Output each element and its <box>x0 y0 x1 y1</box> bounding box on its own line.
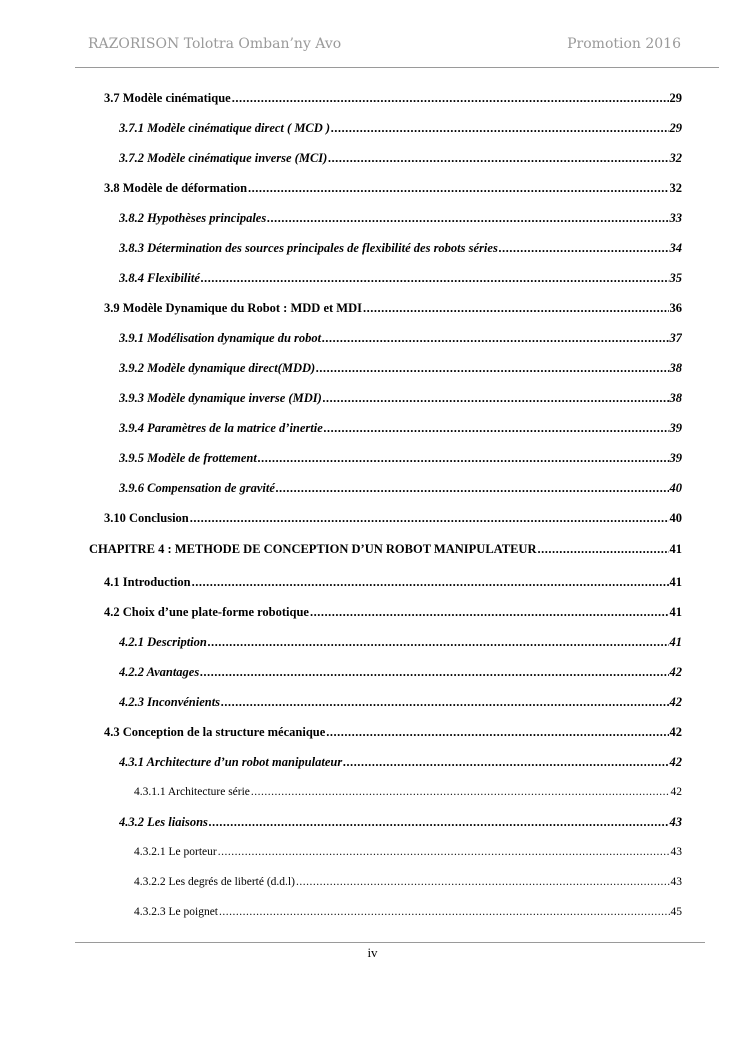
toc-entry-title: 4.3 Conception de la structure mécanique <box>104 725 326 739</box>
toc-entry-title: 4.3.2.3 Le poignet <box>134 906 218 918</box>
toc-entry[interactable] <box>119 360 682 376</box>
toc-entry-title: 3.9.2 Modèle dynamique direct(MDD) <box>119 361 316 375</box>
toc-entry-title: 3.9.4 Paramètres de la matrice d’inertie <box>119 421 323 435</box>
toc-dot-leader <box>363 300 669 316</box>
toc-entry[interactable] <box>104 724 682 740</box>
toc-entry-title: 3.9.6 Compensation de gravité <box>119 481 275 495</box>
toc-entry[interactable] <box>119 120 682 136</box>
toc-entry[interactable] <box>104 180 682 196</box>
toc-dot-leader <box>328 150 668 166</box>
toc-entry[interactable] <box>89 541 682 557</box>
toc-entry[interactable] <box>119 150 682 166</box>
toc-dot-leader <box>310 604 669 620</box>
toc-dot-leader <box>326 724 668 740</box>
toc-entry-page: 42 <box>670 786 682 798</box>
toc-entry[interactable] <box>104 90 682 106</box>
toc-entry-page: 41 <box>669 605 682 619</box>
toc-entry-page: 34 <box>669 241 682 255</box>
toc-entry-title: 3.9.5 Modèle de frottement <box>119 451 257 465</box>
toc-entry-page: 42 <box>669 725 682 739</box>
toc-dot-leader <box>232 90 669 106</box>
toc-entry-page: 37 <box>669 331 682 345</box>
toc-entry-title: CHAPITRE 4 : METHODE DE CONCEPTION D’UN ROBOT MANIPULATEUR <box>89 542 537 556</box>
toc-entry[interactable] <box>119 694 682 710</box>
toc-entry-page: 36 <box>669 301 682 315</box>
toc-dot-leader <box>201 270 669 286</box>
toc-entry[interactable] <box>134 874 682 890</box>
toc-entry[interactable] <box>119 240 682 256</box>
toc-entry-page: 33 <box>669 211 682 225</box>
toc-entry-title: 4.3.2.1 Le porteur <box>134 846 217 858</box>
toc-entry[interactable] <box>119 420 682 436</box>
toc-entry[interactable] <box>119 270 682 286</box>
toc-entry-page: 43 <box>670 876 682 888</box>
toc-entry[interactable] <box>104 604 682 620</box>
toc-dot-leader <box>218 844 670 860</box>
toc-entry[interactable] <box>104 574 682 590</box>
toc-dot-leader <box>331 120 668 136</box>
toc-entry-page: 41 <box>669 635 682 649</box>
toc-dot-leader <box>251 784 670 800</box>
toc-dot-leader <box>322 330 668 346</box>
toc-entry[interactable] <box>104 510 682 526</box>
toc-entry-title: 3.8.3 Détermination des sources principales de flexibilité des robots séries <box>119 241 498 255</box>
toc-entry[interactable] <box>134 904 682 920</box>
running-header-author: RAZORISON Tolotra Omban’ny Avo <box>88 36 342 52</box>
toc-entry-page: 40 <box>669 511 682 525</box>
toc-entry-title: 4.2 Choix d’une plate-forme robotique <box>104 605 309 619</box>
toc-entry[interactable] <box>134 844 682 860</box>
toc-dot-leader <box>324 420 669 436</box>
toc-dot-leader <box>296 874 670 890</box>
toc-dot-leader <box>208 634 669 650</box>
toc-entry-title: 4.3.1 Architecture d’un robot manipulateur <box>119 755 343 769</box>
toc-entry-page: 42 <box>669 695 682 709</box>
toc-entry-title: 4.3.1.1 Architecture série <box>134 786 250 798</box>
toc-entry-title: 3.7 Modèle cinématique <box>104 91 231 105</box>
toc-dot-leader <box>316 360 668 376</box>
toc-dot-leader <box>258 450 669 466</box>
toc-entry-page: 32 <box>669 151 682 165</box>
toc-entry-title: 3.7.2 Modèle cinématique inverse (MCI) <box>119 151 328 165</box>
toc-entry-title: 4.2.2 Avantages <box>119 665 200 679</box>
toc-entry-page: 42 <box>669 665 682 679</box>
toc-entry-title: 4.3.2 Les liaisons <box>119 815 208 829</box>
toc-entry-title: 4.3.2.2 Les degrés de liberté (d.d.l) <box>134 876 295 888</box>
toc-entry[interactable] <box>119 754 682 770</box>
toc-entry-title: 3.9.3 Modèle dynamique inverse (MDI) <box>119 391 322 405</box>
toc-entry-title: 3.10 Conclusion <box>104 511 189 525</box>
footer-rule <box>75 942 705 943</box>
table-of-contents <box>0 86 745 921</box>
toc-entry-page: 29 <box>669 121 682 135</box>
toc-dot-leader <box>343 754 668 770</box>
footer-page-number: iv <box>367 945 378 960</box>
toc-entry-page: 38 <box>669 391 682 405</box>
toc-entry-page: 43 <box>670 846 682 858</box>
toc-dot-leader <box>276 480 669 496</box>
toc-entry[interactable] <box>119 330 682 346</box>
toc-entry-title: 4.2.1 Description <box>119 635 207 649</box>
toc-entry-title: 4.1 Introduction <box>104 575 191 589</box>
toc-entry-page: 41 <box>669 575 682 589</box>
toc-dot-leader <box>209 814 669 830</box>
toc-dot-leader <box>219 904 670 920</box>
toc-entry-page: 41 <box>669 542 682 556</box>
toc-entry-page: 45 <box>670 906 682 918</box>
toc-entry-page: 43 <box>669 815 682 829</box>
toc-entry-page: 38 <box>669 361 682 375</box>
toc-entry[interactable] <box>119 390 682 406</box>
toc-entry[interactable] <box>119 480 682 496</box>
toc-entry[interactable] <box>119 634 682 650</box>
toc-entry[interactable] <box>104 300 682 316</box>
toc-entry[interactable] <box>119 664 682 680</box>
toc-entry[interactable] <box>134 784 682 800</box>
toc-dot-leader <box>200 664 668 680</box>
toc-entry-page: 32 <box>669 181 682 195</box>
toc-entry-page: 40 <box>669 481 682 495</box>
toc-entry-title: 3.7.1 Modèle cinématique direct ( MCD ) <box>119 121 331 135</box>
toc-dot-leader <box>248 180 668 196</box>
toc-entry-title: 3.8.2 Hypothèses principales <box>119 211 267 225</box>
toc-entry-page: 42 <box>669 755 682 769</box>
toc-dot-leader <box>190 510 669 526</box>
toc-entry-page: 29 <box>669 91 682 105</box>
toc-entry-title: 3.9 Modèle Dynamique du Robot : MDD et MDI <box>104 301 362 315</box>
toc-entry-title: 3.9.1 Modélisation dynamique du robot <box>119 331 322 345</box>
toc-dot-leader <box>499 240 669 256</box>
toc-entry[interactable] <box>119 450 682 466</box>
toc-entry-page: 39 <box>669 421 682 435</box>
toc-entry-page: 35 <box>669 271 682 285</box>
toc-entry-page: 39 <box>669 451 682 465</box>
toc-entry-title: 3.8.4 Flexibilité <box>119 271 200 285</box>
toc-dot-leader <box>537 541 668 557</box>
toc-dot-leader <box>323 390 669 406</box>
toc-dot-leader <box>192 574 669 590</box>
running-header-promotion: Promotion 2016 <box>567 36 681 52</box>
toc-dot-leader <box>267 210 668 226</box>
toc-entry-title: 4.2.3 Inconvénients <box>119 695 221 709</box>
toc-entry[interactable] <box>119 210 682 226</box>
header-rule <box>75 67 719 68</box>
toc-dot-leader <box>221 694 668 710</box>
toc-entry-title: 3.8 Modèle de déformation <box>104 181 248 195</box>
toc-entry[interactable] <box>119 814 682 830</box>
